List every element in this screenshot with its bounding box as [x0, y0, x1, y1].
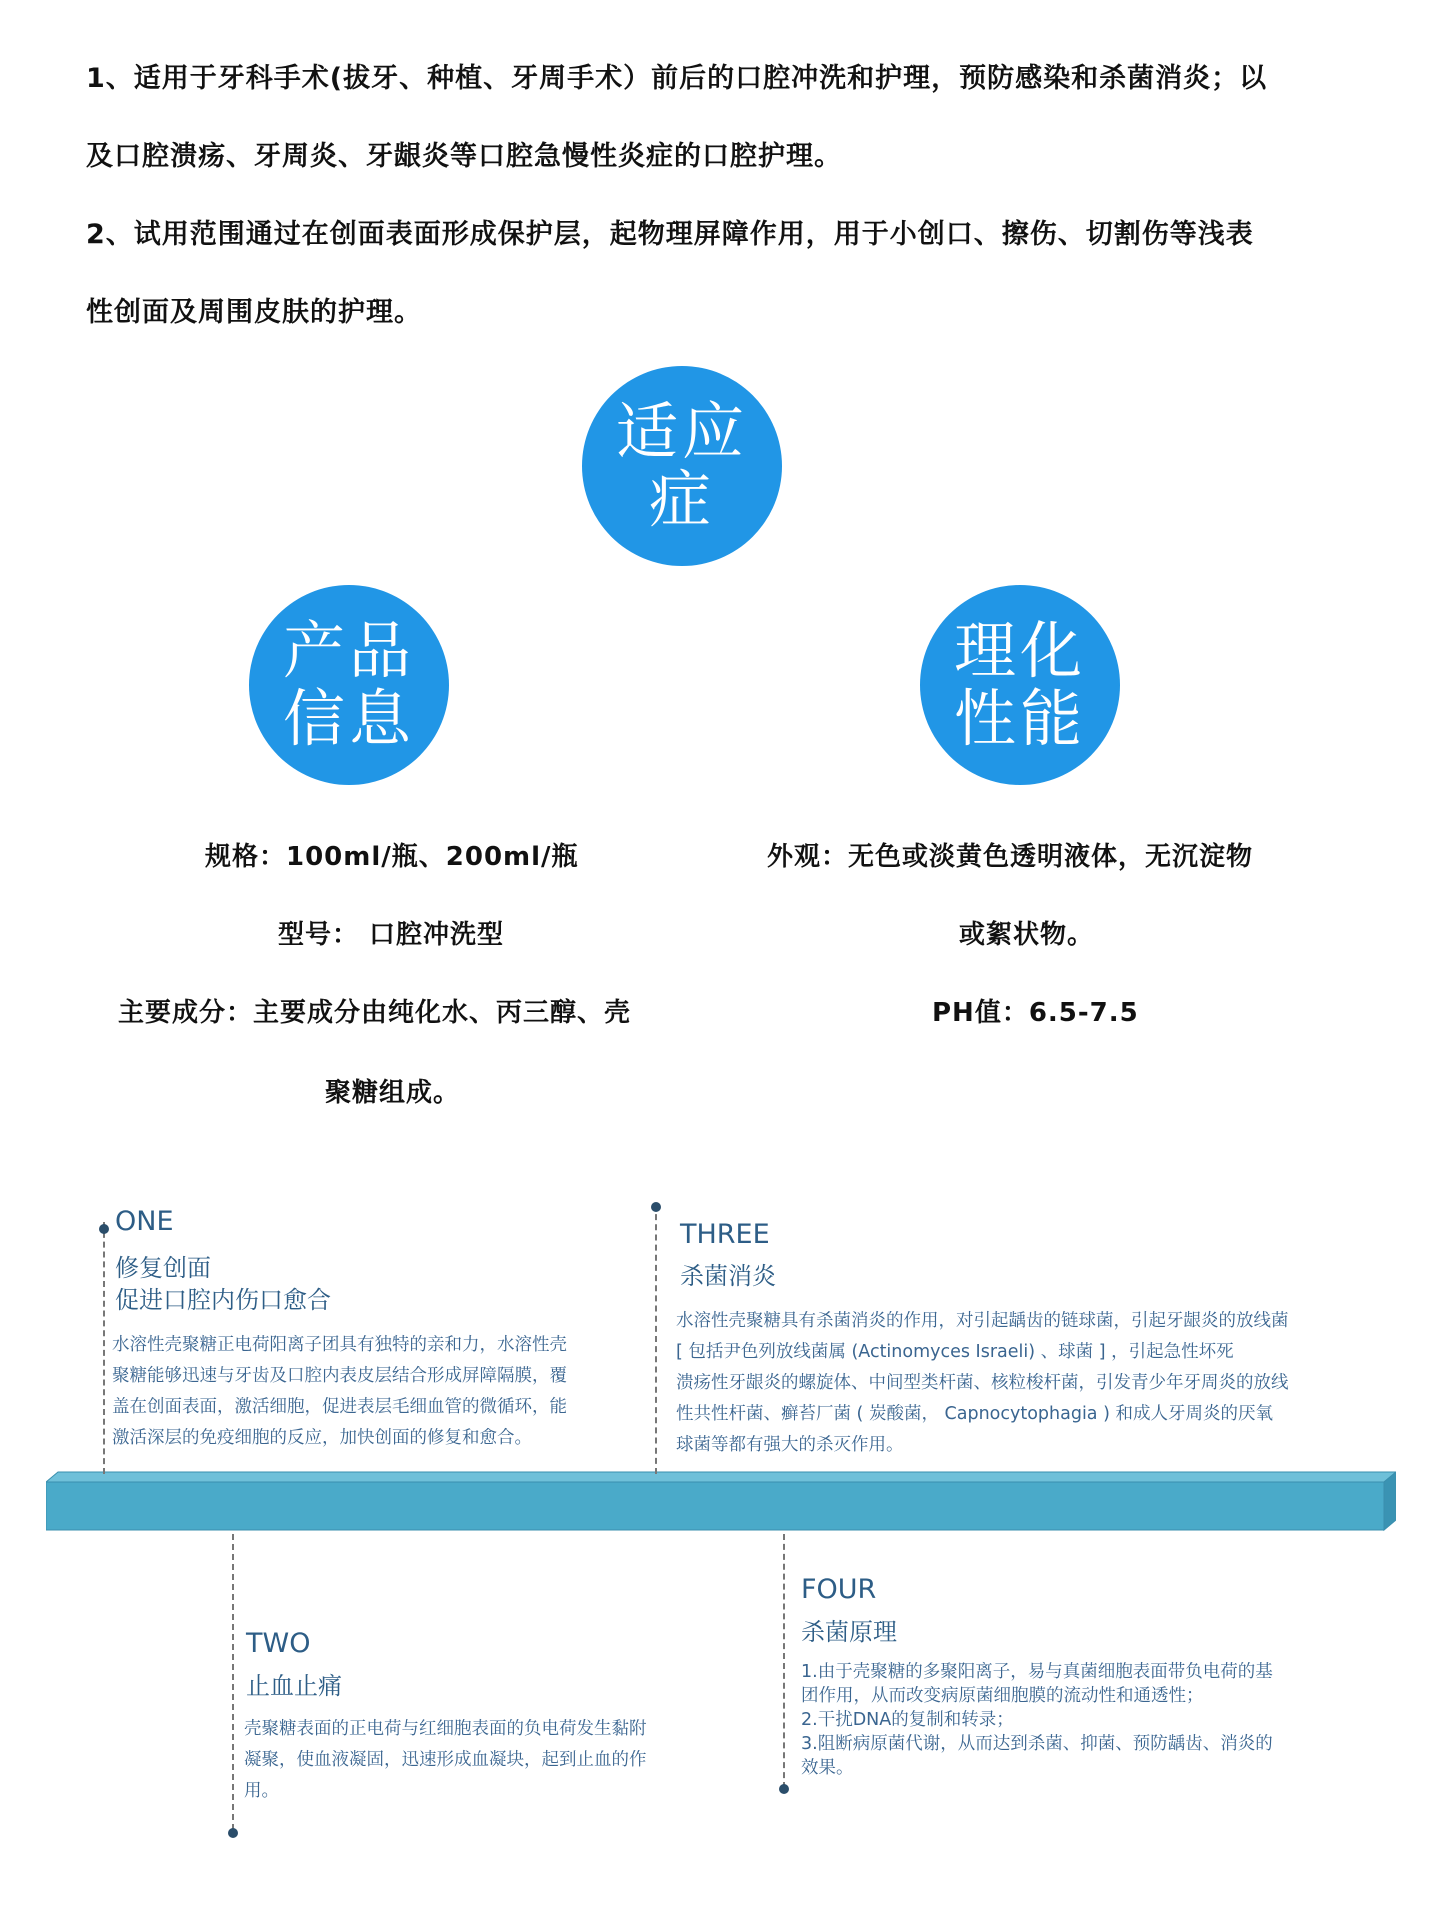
ingredients-line-1: 主要成分：主要成分由纯化水、丙三醇、壳: [118, 998, 632, 1028]
intro-line-1: 1、适用于牙科手术(拔牙、种植、牙周手术）前后的口腔冲洗和护理，预防感染和杀菌消炎；以: [86, 63, 1268, 94]
timeline-one-body-line: 激活深层的免疫细胞的反应，加快创面的修复和愈合。: [112, 1428, 532, 1448]
timeline-two-body-line: 壳聚糖表面的正电荷与红细胞表面的负电荷发生黏附: [244, 1719, 647, 1739]
timeline-one-title-line2: 促进口腔内伤口愈合: [115, 1286, 331, 1315]
timeline-four-dot: [779, 1784, 789, 1794]
indications-badge-line2: 症: [648, 463, 715, 536]
timeline-two-label: TWO: [246, 1628, 311, 1659]
timeline-four-body-line: 1.由于壳聚糖的多聚阳离子，易与真菌细胞表面带负电荷的基: [801, 1662, 1273, 1682]
timeline-four-body-line: 3.阻断病原菌代谢，从而达到杀菌、抑菌、预防龋齿、消炎的: [801, 1734, 1273, 1754]
timeline-three-dot: [651, 1202, 661, 1212]
timeline-one-body-line: 聚糖能够迅速与牙齿及口腔内表皮层结合形成屏障隔膜，覆: [112, 1366, 567, 1386]
appearance-line-2: 或絮状物。: [959, 920, 1095, 950]
timeline-two-body: [244, 1714, 647, 1807]
timeline-four-body: [801, 1660, 1273, 1780]
model-text: 型号： 口腔冲洗型: [278, 920, 505, 950]
timeline-four-body-line: 效果。: [801, 1758, 854, 1778]
timeline-one-connector: [103, 1222, 105, 1474]
timeline-one-body-line: 水溶性壳聚糖正电荷阳离子团具有独特的亲和力，水溶性壳: [112, 1335, 567, 1355]
ingredients-line-2: 聚糖组成。: [325, 1078, 461, 1108]
timeline-three-title: 杀菌消炎: [680, 1262, 776, 1290]
timeline-three-body-line: 溃疡性牙龈炎的螺旋体、中间型类杆菌、核粒梭杆菌，引发青少年牙周炎的放线: [676, 1373, 1289, 1393]
product-info-badge-line2: 信息: [282, 682, 415, 755]
appearance-line-1: 外观：无色或淡黄色透明液体，无沉淀物: [767, 842, 1254, 872]
timeline-three-body-line: [ 包括尹色列放线菌属 (Actinomyces Israeli) 、球菌 ] ，引起急性坏死: [676, 1342, 1234, 1362]
ph-text: PH值：6.5-7.5: [932, 998, 1139, 1028]
timeline-four-label: FOUR: [801, 1574, 877, 1605]
product-info-badge-line1: 产品: [282, 613, 415, 687]
spec-text: 规格：100ml/瓶、200ml/瓶: [205, 842, 579, 872]
timeline-one-dot: [99, 1224, 109, 1234]
timeline-four-connector: [783, 1534, 785, 1788]
intro-line-3: 2、试用范围通过在创面表面形成保护层，起物理屏障作用，用于小创口、擦伤、切割伤等浅表: [86, 219, 1254, 250]
timeline-one-title-line1: 修复创面: [115, 1254, 211, 1282]
timeline-bar: [46, 1470, 1396, 1540]
timeline-three-body: [676, 1306, 1289, 1461]
timeline-one-body: [112, 1330, 567, 1454]
timeline-four-title: 杀菌原理: [801, 1618, 897, 1646]
timeline-three-connector: [655, 1204, 657, 1474]
timeline-two-body-line: 用。: [244, 1781, 279, 1801]
product-info-badge: [249, 585, 449, 785]
timeline-one-title: [115, 1252, 331, 1317]
intro-line-2: 及口腔溃疡、牙周炎、牙龈炎等口腔急慢性炎症的口腔护理。: [86, 141, 842, 172]
properties-badge-line1: 理化: [953, 613, 1086, 687]
timeline-one-body-line: 盖在创面表面，激活细胞，促进表层毛细血管的微循环，能: [112, 1397, 567, 1417]
timeline-four-body-line: 2.干扰DNA的复制和转录；: [801, 1710, 1014, 1730]
timeline-four-body-line: 团作用，从而改变病原菌细胞膜的流动性和通透性；: [801, 1686, 1204, 1706]
timeline-three-body-line: 球菌等都有强大的杀灭作用。: [676, 1435, 904, 1455]
indications-badge: [582, 366, 782, 566]
indications-badge-line1: 适应: [615, 394, 748, 468]
timeline-one-label: ONE: [115, 1206, 174, 1237]
intro-line-4: 性创面及周围皮肤的护理。: [86, 297, 422, 328]
timeline-two-title: 止血止痛: [246, 1672, 342, 1700]
timeline-two-body-line: 凝聚，使血液凝固，迅速形成血凝块，起到止血的作: [244, 1750, 647, 1770]
timeline-three-label: THREE: [680, 1219, 770, 1250]
timeline-three-body-line: 性共性杆菌、癣苔厂菌 ( 炭酸菌， Capnocytophagia ) 和成人牙周炎的厌氧: [676, 1404, 1273, 1424]
properties-badge: [920, 585, 1120, 785]
timeline-two-dot: [228, 1828, 238, 1838]
timeline-three-body-line: 水溶性壳聚糖具有杀菌消炎的作用，对引起龋齿的链球菌，引起牙龈炎的放线菌: [676, 1311, 1289, 1331]
timeline-two-connector: [232, 1534, 234, 1830]
properties-badge-line2: 性能: [953, 682, 1086, 755]
